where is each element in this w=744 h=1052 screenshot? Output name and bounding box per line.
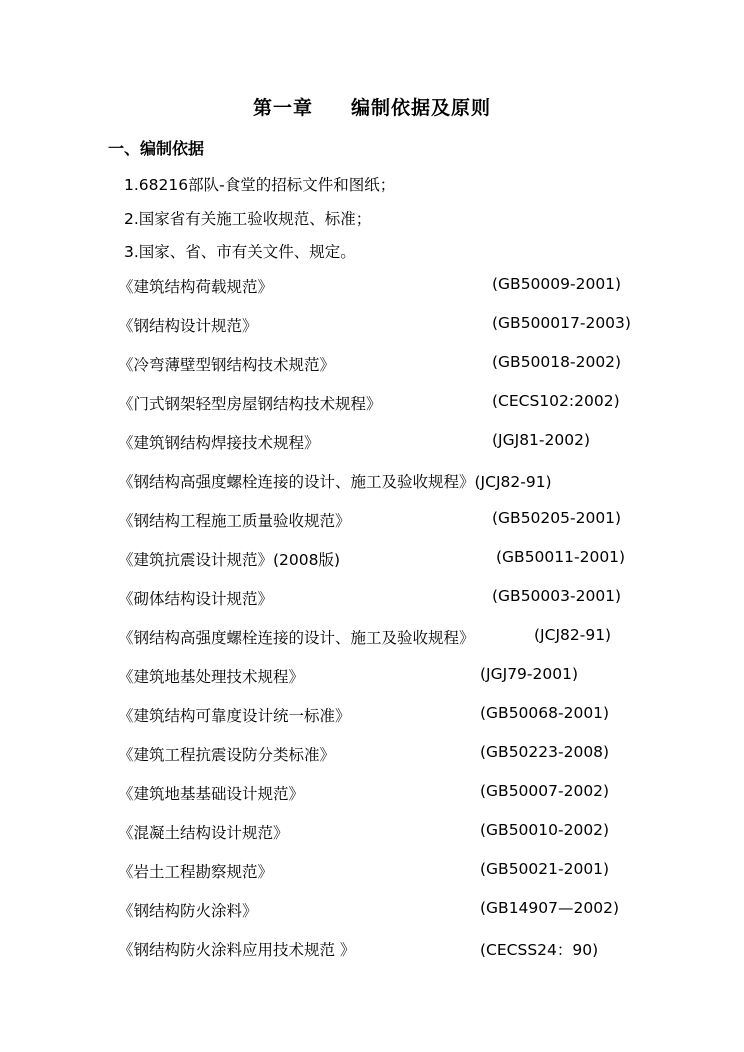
standard-code: (GB50223-2008) bbox=[480, 743, 610, 761]
standard-row bbox=[118, 665, 678, 689]
standard-code: (GB50205-2001) bbox=[492, 509, 622, 527]
standard-name: 《钢结构高强度螺栓连接的设计、施工及验收规程》(JCJ82-91) bbox=[118, 473, 552, 491]
standard-code: (JCJ82-91) bbox=[534, 626, 612, 644]
standard-name: 《钢结构设计规范》 bbox=[118, 317, 258, 335]
standard-name: 《建筑地基基础设计规范》 bbox=[118, 785, 305, 803]
standard-name: 《钢结构高强度螺栓连接的设计、施工及验收规程》 bbox=[118, 629, 475, 647]
standard-row bbox=[118, 782, 678, 806]
standard-code: (GB50009-2001) bbox=[492, 275, 622, 293]
chapter-title: 第一章 编制依据及原则 bbox=[252, 97, 492, 119]
standard-row bbox=[118, 704, 678, 728]
standard-name: 《建筑结构可靠度设计统一标准》 bbox=[118, 707, 351, 725]
standard-name: 《岩土工程勘察规范》 bbox=[118, 863, 274, 881]
standard-row bbox=[118, 938, 678, 962]
standard-code: (JGJ79-2001) bbox=[480, 665, 579, 683]
standard-code: (GB50018-2002) bbox=[492, 353, 622, 371]
standard-row bbox=[118, 743, 678, 767]
standard-name: 《建筑工程抗震设防分类标准》 bbox=[118, 746, 336, 764]
standard-row bbox=[118, 314, 678, 338]
standard-code: (JGJ81-2002) bbox=[492, 431, 591, 449]
standard-code: (GB50003-2001) bbox=[492, 587, 622, 605]
standard-row bbox=[118, 587, 678, 611]
basis-item: 1.68216部队-食堂的招标文件和图纸； bbox=[124, 176, 396, 194]
standard-code: (GB14907—2002) bbox=[480, 899, 619, 917]
standard-row bbox=[118, 899, 678, 923]
standard-row bbox=[118, 275, 678, 299]
standard-code: (GB50010-2002) bbox=[480, 821, 610, 839]
standard-row bbox=[118, 392, 678, 416]
basis-item: 2.国家省有关施工验收规范、标准； bbox=[124, 210, 372, 228]
basis-item: 3.国家、省、市有关文件、规定。 bbox=[124, 243, 356, 261]
standard-code: (GB50021-2001) bbox=[480, 860, 610, 878]
standard-row bbox=[118, 821, 678, 845]
standard-name: 《钢结构工程施工质量验收规范》 bbox=[118, 512, 351, 530]
standard-row bbox=[118, 548, 678, 572]
standard-code: (CECSS24：90) bbox=[480, 941, 599, 959]
standard-name: 《门式钢架轻型房屋钢结构技术规程》 bbox=[118, 395, 382, 413]
standard-code: (GB50011-2001) bbox=[496, 548, 626, 566]
standard-row bbox=[118, 431, 678, 455]
standard-row bbox=[118, 626, 678, 650]
standard-name: 《砌体结构设计规范》 bbox=[118, 590, 274, 608]
standard-row bbox=[118, 353, 678, 377]
standard-name: 《钢结构防火涂料》 bbox=[118, 902, 258, 920]
section-heading: 一、编制依据 bbox=[108, 139, 205, 158]
standard-code: (GB50007-2002) bbox=[480, 782, 610, 800]
standard-name: 《建筑地基处理技术规程》 bbox=[118, 668, 305, 686]
standard-name: 《钢结构防火涂料应用技术规范 》 bbox=[118, 941, 356, 959]
standard-code: (CECS102:2002) bbox=[492, 392, 620, 410]
standard-name: 《建筑抗震设计规范》(2008版) bbox=[118, 551, 341, 569]
standard-row bbox=[118, 860, 678, 884]
standard-row bbox=[118, 470, 678, 494]
standard-code: (GB500017-2003) bbox=[492, 314, 631, 332]
standard-name: 《混凝土结构设计规范》 bbox=[118, 824, 289, 842]
standard-row bbox=[118, 509, 678, 533]
standard-name: 《建筑钢结构焊接技术规程》 bbox=[118, 434, 320, 452]
standard-name: 《建筑结构荷载规范》 bbox=[118, 278, 274, 296]
standard-name: 《冷弯薄壁型钢结构技术规范》 bbox=[118, 356, 336, 374]
standard-code: (GB50068-2001) bbox=[480, 704, 610, 722]
